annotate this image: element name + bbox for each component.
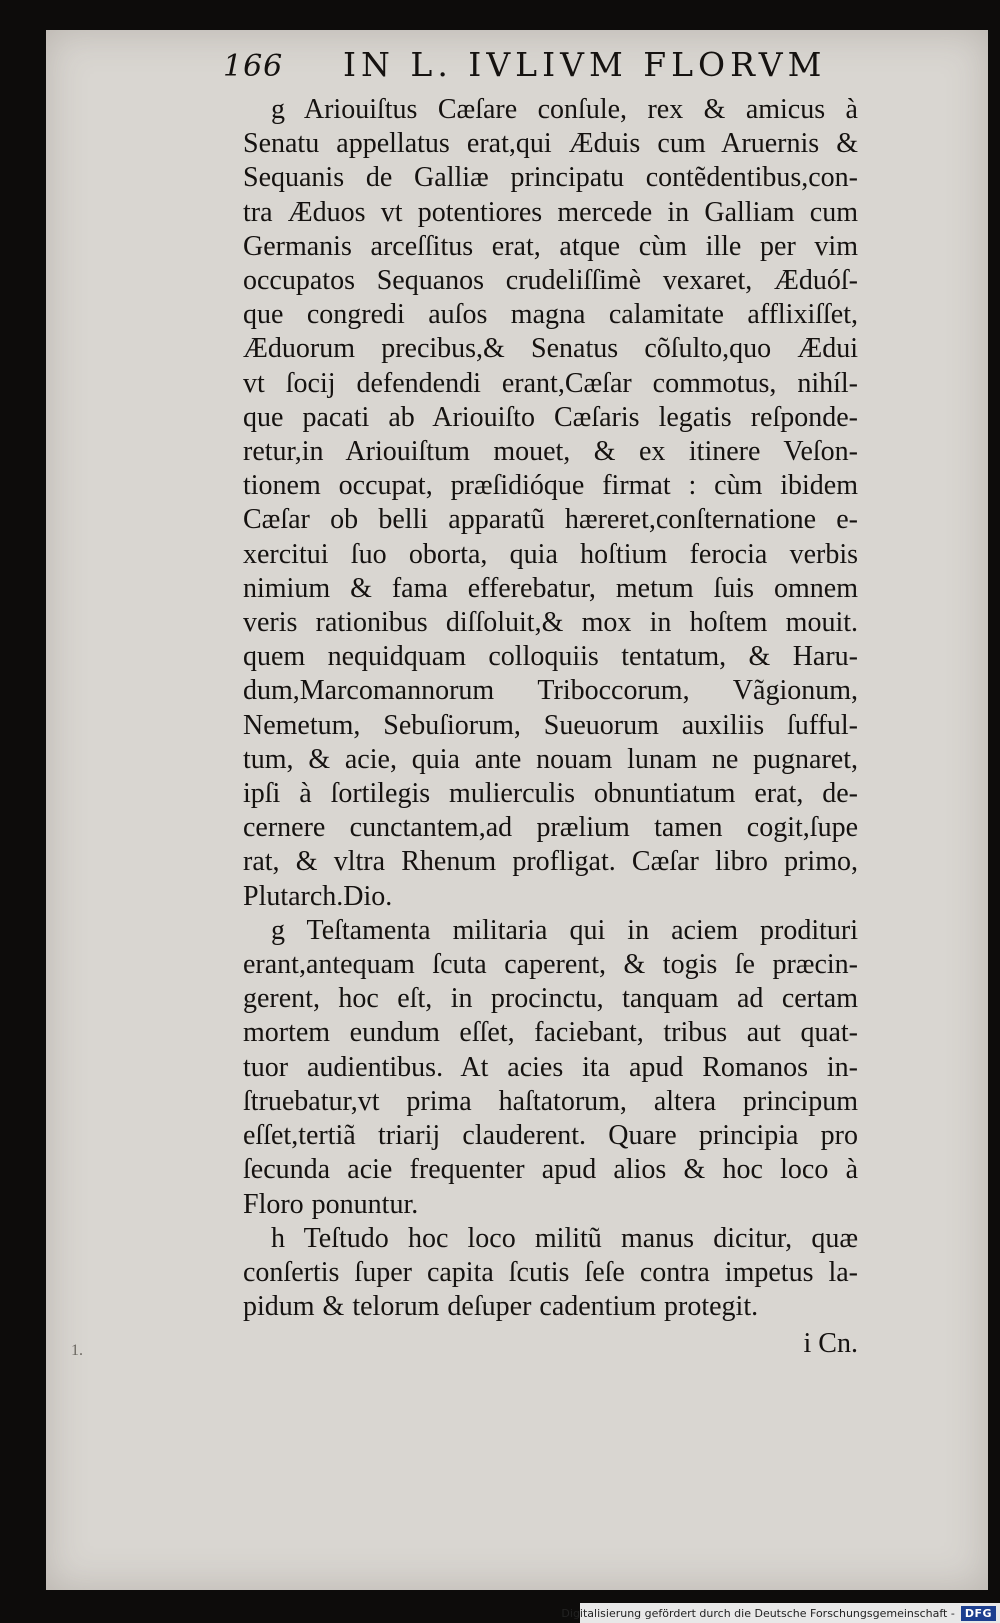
running-title: IN L. IVLIVM FLORVM: [343, 45, 827, 84]
line-text: pidum & telorum deſuper cadentium protegit.: [243, 1291, 759, 1323]
line-text: cernere cunctantem,ad prælium tamen cogit,ſupe: [243, 812, 858, 844]
line-text: Germanis arceſſitus erat, atque cùm ille per vim: [243, 230, 858, 262]
text-line: [243, 572, 858, 606]
line-text: que pacati ab Ariouiſto Cæſaris legatis reſponde-: [243, 401, 858, 433]
line-text: veris rationibus diſſoluit,& mox in hoſtem mouit.: [243, 607, 858, 639]
dfg-logo: DFG: [961, 1606, 996, 1621]
line-text: Teſtamenta militaria qui in aciem prodituri: [306, 914, 858, 946]
line-text: nimium & fama efferebatur, metum ſuis omnem: [243, 572, 858, 604]
text-line: [243, 1222, 858, 1256]
line-text: Sequanis de Galliæ principatu contẽdentibus,con-: [243, 162, 858, 194]
line-text: ſecunda acie frequenter apud alios & hoc loco à: [243, 1154, 858, 1186]
margin-mark: 1.: [71, 1342, 83, 1359]
text-line: [243, 1290, 858, 1324]
text-line: [243, 674, 858, 708]
line-text: vt ſocij defendendi erant,Cæſar commotus, nihíl-: [243, 367, 858, 399]
line-text: rat, & vltra Rhenum profligat. Cæſar libro primo,: [243, 846, 858, 878]
page-number: 166: [223, 49, 284, 84]
running-head: [223, 43, 863, 93]
text-line: [243, 743, 858, 777]
line-text: tra Æduos vt potentiores mercede in Galliam cum: [243, 196, 858, 228]
text-line: [243, 503, 858, 537]
line-text: tionem occupat, præſidióque firmat : cùm ibidem: [243, 470, 858, 502]
text-line: [243, 777, 858, 811]
line-text: conſertis ſuper capita ſcutis ſeſe contra impetus la-: [243, 1256, 858, 1288]
note-paragraph: [243, 93, 858, 914]
text-line: [243, 914, 858, 948]
text-line: [243, 606, 858, 640]
line-text: Cæſar ob belli apparatũ hæreret,conſternatione e-: [243, 504, 858, 536]
line-text: xercitui ſuo oborta, quia hoſtium ferocia verbis: [243, 538, 858, 570]
text-line: [243, 1153, 858, 1187]
line-text: eſſet,tertiã triarij clauderent. Quare principia pro: [243, 1120, 858, 1152]
footer-credit: Digitalisierung gefördert durch die Deutsche Forschungsgemeinschaft -: [561, 1606, 955, 1620]
text-line: [243, 1016, 858, 1050]
text-line: [243, 1256, 858, 1290]
text-line: [243, 640, 858, 674]
line-text: Ariouiſtus Cæſare conſule, rex & amicus à: [303, 94, 858, 125]
text-line: [243, 1085, 858, 1119]
text-line: [243, 264, 858, 298]
text-line: [243, 1119, 858, 1153]
catchword: i Cn.: [803, 1328, 858, 1360]
line-text: erant,antequam ſcuta caperent, & togis ſe præcin-: [243, 949, 858, 981]
line-text: occupatos Sequanos crudeliſſimè vexaret, Æduóſ-: [243, 265, 858, 297]
text-line: [243, 298, 858, 332]
text-line: [243, 435, 858, 469]
note-letter: h: [271, 1222, 285, 1254]
line-text: ſtruebatur,vt prima haſtatorum, altera principum: [243, 1085, 858, 1117]
line-text: dum,Marcomannorum Triboccorum, Vãgionum,: [243, 675, 858, 707]
text-line: [243, 845, 858, 879]
line-text: Floro ponuntur.: [243, 1188, 419, 1220]
note-paragraph: [243, 1222, 858, 1325]
text-line: [243, 367, 858, 401]
line-text: quem nequidquam colloquiis tentatum, & Haru-: [243, 641, 858, 673]
line-text: Nemetum, Sebuſiorum, Sueuorum auxiliis ſufful-: [243, 709, 858, 741]
text-line: [243, 709, 858, 743]
text-line: [243, 982, 858, 1016]
text-line: [243, 161, 858, 195]
text-line: [243, 127, 858, 161]
text-line: [243, 469, 858, 503]
text-line: [243, 196, 858, 230]
line-text: retur,in Ariouiſtum mouet, & ex itinere Veſon-: [243, 436, 858, 468]
line-text: Teſtudo hoc loco militũ manus dicitur, quæ: [303, 1222, 858, 1254]
note-paragraph: [243, 914, 858, 1222]
note-letter: g: [271, 914, 285, 946]
digitization-footer: [561, 1603, 1000, 1623]
line-text: Æduorum precibus,& Senatus cõſulto,quo Ædui: [243, 333, 858, 365]
line-text: tum, & acie, quia ante nouam lunam ne pugnaret,: [243, 743, 858, 775]
text-line: [243, 880, 858, 914]
text-line: [243, 1188, 858, 1222]
text-line: [243, 948, 858, 982]
line-text: que congredi auſos magna calamitate afflixiſſet,: [243, 299, 858, 331]
text-line: [243, 811, 858, 845]
page-text-block: [223, 43, 858, 1360]
line-text: ipſi à ſortilegis mulierculis obnuntiatum erat, de-: [243, 778, 858, 810]
text-line: [243, 1051, 858, 1085]
line-text: tuor audientibus. At acies ita apud Romanos in-: [243, 1051, 858, 1083]
commentary-notes: [243, 93, 858, 1324]
text-line: [243, 93, 858, 127]
line-text: gerent, hoc eſt, in procinctu, tanquam ad certam: [243, 983, 858, 1015]
text-line: [243, 332, 858, 366]
text-line: [243, 230, 858, 264]
line-text: Plutarch.Dio.: [243, 880, 393, 912]
line-text: Senatu appellatus erat,qui Æduis cum Aruernis &: [243, 128, 858, 160]
line-text: mortem eundum eſſet, faciebant, tribus aut quat-: [243, 1017, 858, 1049]
text-line: [243, 401, 858, 435]
text-line: [243, 538, 858, 572]
note-letter: g: [271, 94, 285, 125]
